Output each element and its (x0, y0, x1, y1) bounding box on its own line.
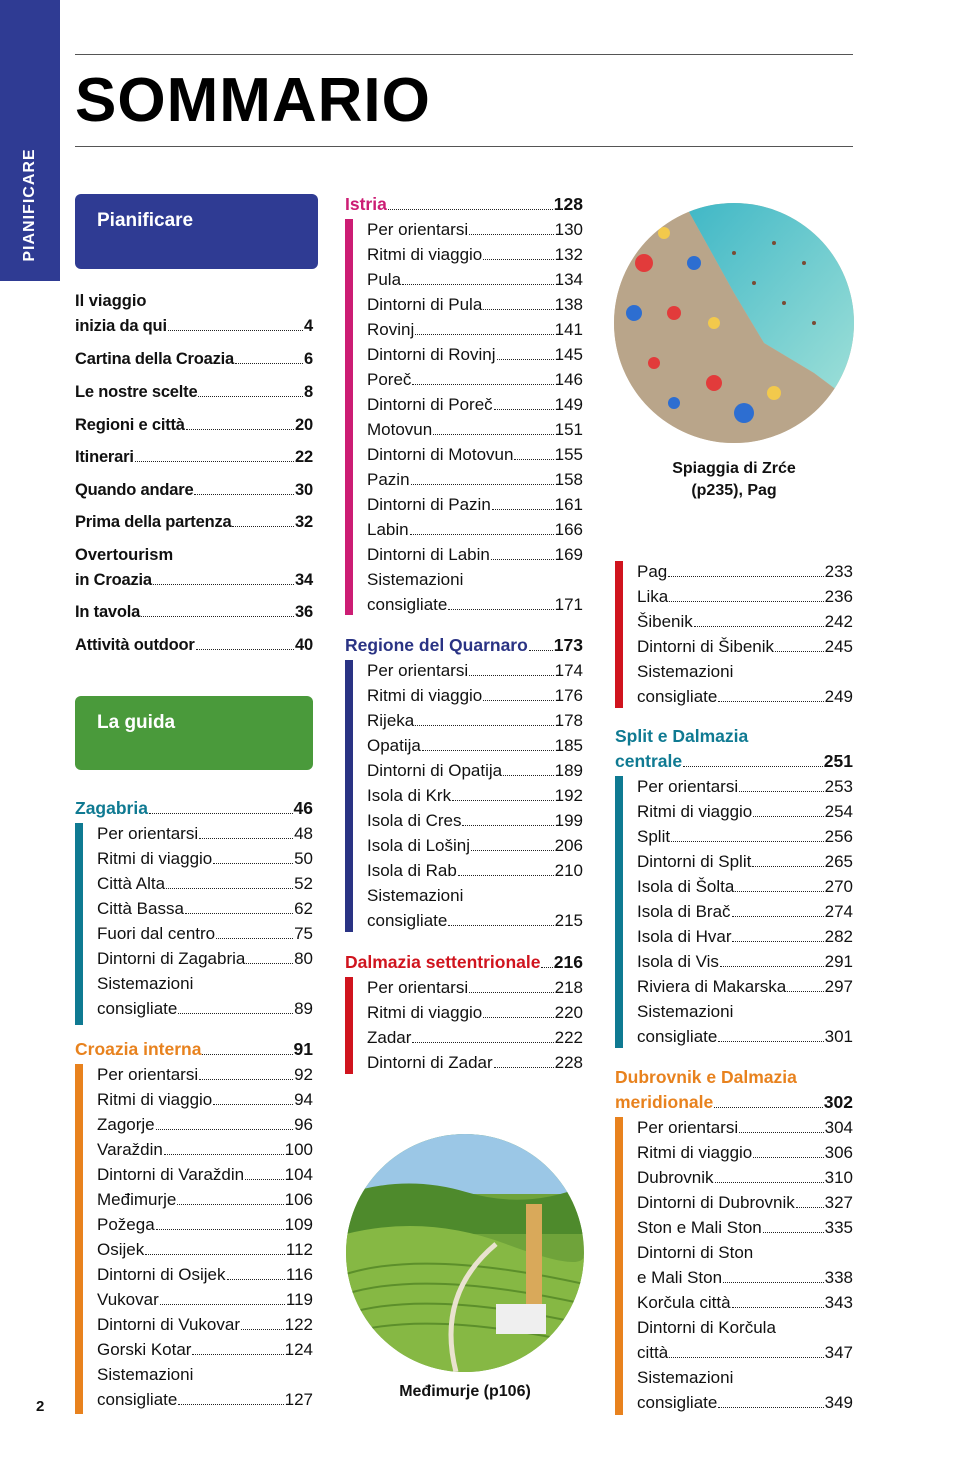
section-color-bar (345, 660, 353, 932)
toc-entry[interactable]: Regioni e città 20 (75, 416, 313, 434)
toc-entry[interactable]: Isola di Rab 210 (367, 861, 583, 880)
toc-entry-line[interactable]: Il viaggio (75, 292, 147, 310)
page-number: 2 (36, 1398, 45, 1415)
beach-photo-caption (614, 458, 854, 502)
toc-entry[interactable]: Per orientarsi 48 (97, 824, 313, 843)
section-box-label: Pianificare (97, 210, 194, 231)
toc-entry[interactable]: Dintorni di Rovinj 145 (367, 345, 583, 364)
toc-entry[interactable]: Isola di Brač 274 (637, 902, 853, 921)
beach-photo (614, 203, 854, 443)
section-color-bar (615, 1117, 623, 1415)
toc-entry[interactable]: Isola di Vis 291 (637, 952, 853, 971)
toc-entry[interactable]: Isola di Cres 199 (367, 811, 583, 830)
toc-entry[interactable]: Ritmi di viaggio 306 (637, 1143, 853, 1162)
toc-entry-line[interactable]: Sistemazioni (367, 886, 464, 905)
section-color-bar (75, 1064, 83, 1414)
caption-line: Međimurje (p106) (399, 1383, 531, 1400)
toc-entry[interactable]: Città Bassa 62 (97, 899, 313, 918)
section-color-bar (345, 977, 353, 1074)
toc-entry[interactable]: Požega 109 (97, 1215, 313, 1234)
toc-entry[interactable]: consigliate 249 (637, 687, 853, 706)
section-box-la-guida (75, 696, 313, 770)
toc-section-dubrovnik-line[interactable]: Dubrovnik e Dalmazia (615, 1067, 797, 1087)
toc-entry[interactable]: consigliate 349 (637, 1393, 853, 1412)
toc-entry[interactable]: Per orientarsi 130 (367, 220, 583, 239)
toc-entry[interactable]: Per orientarsi 174 (367, 661, 583, 680)
toc-entry[interactable]: Dintorni di Opatija 189 (367, 761, 583, 780)
toc-entry[interactable]: Ston e Mali Ston 335 (637, 1218, 853, 1237)
toc-entry[interactable]: Ritmi di viaggio 50 (97, 849, 313, 868)
toc-section-split[interactable]: centrale 251 (615, 751, 853, 771)
toc-entry-line[interactable]: Sistemazioni (637, 1002, 734, 1021)
caption-line: Spiaggia di Zrće (672, 460, 796, 477)
toc-entry[interactable]: Le nostre scelte 8 (75, 383, 313, 401)
toc-entry[interactable]: Isola di Šolta 270 (637, 877, 853, 896)
toc-section-dubrovnik[interactable]: meridionale 302 (615, 1092, 853, 1112)
toc-entry[interactable]: Isola di Krk 192 (367, 786, 583, 805)
toc-section-istria[interactable]: Istria 128 (345, 194, 583, 214)
toc-entry[interactable]: Osijek 112 (97, 1240, 313, 1259)
toc-entry[interactable]: Korčula città 343 (637, 1293, 853, 1312)
toc-entry[interactable]: Rijeka 178 (367, 711, 583, 730)
side-tab-label: PIANIFICARE (21, 148, 38, 262)
toc-entry[interactable]: Itinerari 22 (75, 448, 313, 466)
page-title: SOMMARIO (75, 66, 431, 135)
toc-entry[interactable]: Per orientarsi 218 (367, 978, 583, 997)
toc-entry[interactable]: Per orientarsi 253 (637, 777, 853, 796)
toc-entry[interactable]: in Croazia 34 (75, 571, 313, 589)
toc-entry[interactable]: Quando andare 30 (75, 481, 313, 499)
toc-entry[interactable]: Dintorni di Osijek 116 (97, 1265, 313, 1284)
section-color-bar (615, 561, 623, 708)
toc-section-croazia-interna[interactable]: Croazia interna 91 (75, 1039, 313, 1059)
toc-entry[interactable]: Dubrovnik 310 (637, 1168, 853, 1187)
toc-entry[interactable]: Ritmi di viaggio 254 (637, 802, 853, 821)
toc-entry[interactable]: Međimurje 106 (97, 1190, 313, 1209)
title-rule (75, 146, 853, 147)
toc-entry[interactable]: Ritmi di viaggio 132 (367, 245, 583, 264)
toc-entry[interactable]: Dintorni di Split 265 (637, 852, 853, 871)
side-section-tab (0, 0, 60, 281)
toc-entry[interactable]: In tavola 36 (75, 603, 313, 621)
toc-entry[interactable]: Poreč 146 (367, 370, 583, 389)
toc-entry[interactable]: Dintorni di Labin 169 (367, 545, 583, 564)
toc-entry[interactable]: Città Alta 52 (97, 874, 313, 893)
toc-entry[interactable]: Zadar 222 (367, 1028, 583, 1047)
toc-entry[interactable]: Per orientarsi 304 (637, 1118, 853, 1137)
beach-photo-illustration (614, 203, 854, 443)
toc-entry[interactable]: Šibenik 242 (637, 612, 853, 631)
toc-entry[interactable]: consigliate 127 (97, 1390, 313, 1409)
section-color-bar (75, 823, 83, 1025)
toc-entry[interactable]: Split 256 (637, 827, 853, 846)
section-box-pianificare (75, 194, 318, 269)
toc-section-dalmazia-settentrionale[interactable]: Dalmazia settentrionale 216 (345, 952, 583, 972)
toc-entry[interactable]: Pazin 158 (367, 470, 583, 489)
caption-line: (p235), Pag (691, 482, 777, 499)
toc-entry[interactable]: consigliate 89 (97, 999, 313, 1018)
toc-entry[interactable]: Prima della partenza 32 (75, 513, 313, 531)
toc-entry[interactable]: Dintorni di Šibenik 245 (637, 637, 853, 656)
toc-entry[interactable]: Rovinj 141 (367, 320, 583, 339)
toc-entry[interactable]: Dintorni di Dubrovnik 327 (637, 1193, 853, 1212)
toc-entry[interactable]: Zagorje 96 (97, 1115, 313, 1134)
toc-entry[interactable]: consigliate 171 (367, 595, 583, 614)
toc-entry[interactable]: Isola di Hvar 282 (637, 927, 853, 946)
toc-entry-line[interactable]: Sistemazioni (637, 662, 734, 681)
toc-entry[interactable]: Lika 236 (637, 587, 853, 606)
toc-entry[interactable]: Riviera di Makarska 297 (637, 977, 853, 996)
toc-entry-line[interactable]: Dintorni di Korčula (637, 1318, 776, 1337)
medjimurje-photo-illustration (346, 1134, 584, 1372)
medjimurje-photo (346, 1134, 584, 1372)
toc-entry[interactable]: Dintorni di Zagabria 80 (97, 949, 313, 968)
toc-entry[interactable]: Per orientarsi 92 (97, 1065, 313, 1084)
toc-entry[interactable]: Dintorni di Pazin 161 (367, 495, 583, 514)
toc-entry[interactable]: Ritmi di viaggio 94 (97, 1090, 313, 1109)
toc-entry[interactable]: Vukovar 119 (97, 1290, 313, 1309)
toc-entry[interactable]: città 347 (637, 1343, 853, 1362)
toc-entry[interactable]: Dintorni di Vukovar 122 (97, 1315, 313, 1334)
toc-entry[interactable]: Dintorni di Motovun 155 (367, 445, 583, 464)
toc-entry[interactable]: Labin 166 (367, 520, 583, 539)
top-rule (75, 54, 853, 55)
toc-entry-line[interactable]: Sistemazioni (97, 1365, 194, 1384)
section-color-bar (615, 776, 623, 1048)
toc-entry[interactable]: Cartina della Croazia 6 (75, 350, 313, 368)
medjimurje-photo-caption (346, 1381, 584, 1403)
toc-entry[interactable]: Ritmi di viaggio 176 (367, 686, 583, 705)
toc-entry[interactable]: Opatija 185 (367, 736, 583, 755)
toc-entry[interactable]: Dintorni di Varaždin 104 (97, 1165, 313, 1184)
toc-entry[interactable]: Attività outdoor 40 (75, 636, 313, 654)
toc-entry[interactable]: Pag 233 (637, 562, 853, 581)
toc-section-zagabria[interactable]: Zagabria 46 (75, 798, 313, 818)
toc-entry[interactable]: Fuori dal centro 75 (97, 924, 313, 943)
toc-entry[interactable]: Pula 134 (367, 270, 583, 289)
toc-entry-line[interactable]: Sistemazioni (367, 570, 464, 589)
toc-entry[interactable]: Ritmi di viaggio 220 (367, 1003, 583, 1022)
toc-entry[interactable]: consigliate 215 (367, 911, 583, 930)
toc-entry[interactable]: Isola di Lošinj 206 (367, 836, 583, 855)
toc-entry[interactable]: Dintorni di Pula 138 (367, 295, 583, 314)
toc-entry[interactable]: Motovun 151 (367, 420, 583, 439)
toc-entry[interactable]: e Mali Ston 338 (637, 1268, 853, 1287)
toc-entry[interactable]: Dintorni di Poreč 149 (367, 395, 583, 414)
section-color-bar (345, 219, 353, 615)
toc-section-quarnaro[interactable]: Regione del Quarnaro 173 (345, 635, 583, 655)
section-box-label: La guida (97, 712, 176, 733)
toc-section-split-line[interactable]: Split e Dalmazia (615, 726, 749, 746)
toc-entry-line[interactable]: Sistemazioni (637, 1368, 734, 1387)
toc-entry[interactable]: inizia da qui 4 (75, 317, 313, 335)
toc-entry-line[interactable]: Sistemazioni (97, 974, 194, 993)
toc-entry[interactable]: Gorski Kotar 124 (97, 1340, 313, 1359)
toc-entry[interactable]: consigliate 301 (637, 1027, 853, 1046)
toc-entry[interactable]: Dintorni di Zadar 228 (367, 1053, 583, 1072)
toc-entry[interactable]: Varaždin 100 (97, 1140, 313, 1159)
toc-entry-line[interactable]: Dintorni di Ston (637, 1243, 754, 1262)
toc-entry-line[interactable]: Overtourism (75, 546, 174, 564)
